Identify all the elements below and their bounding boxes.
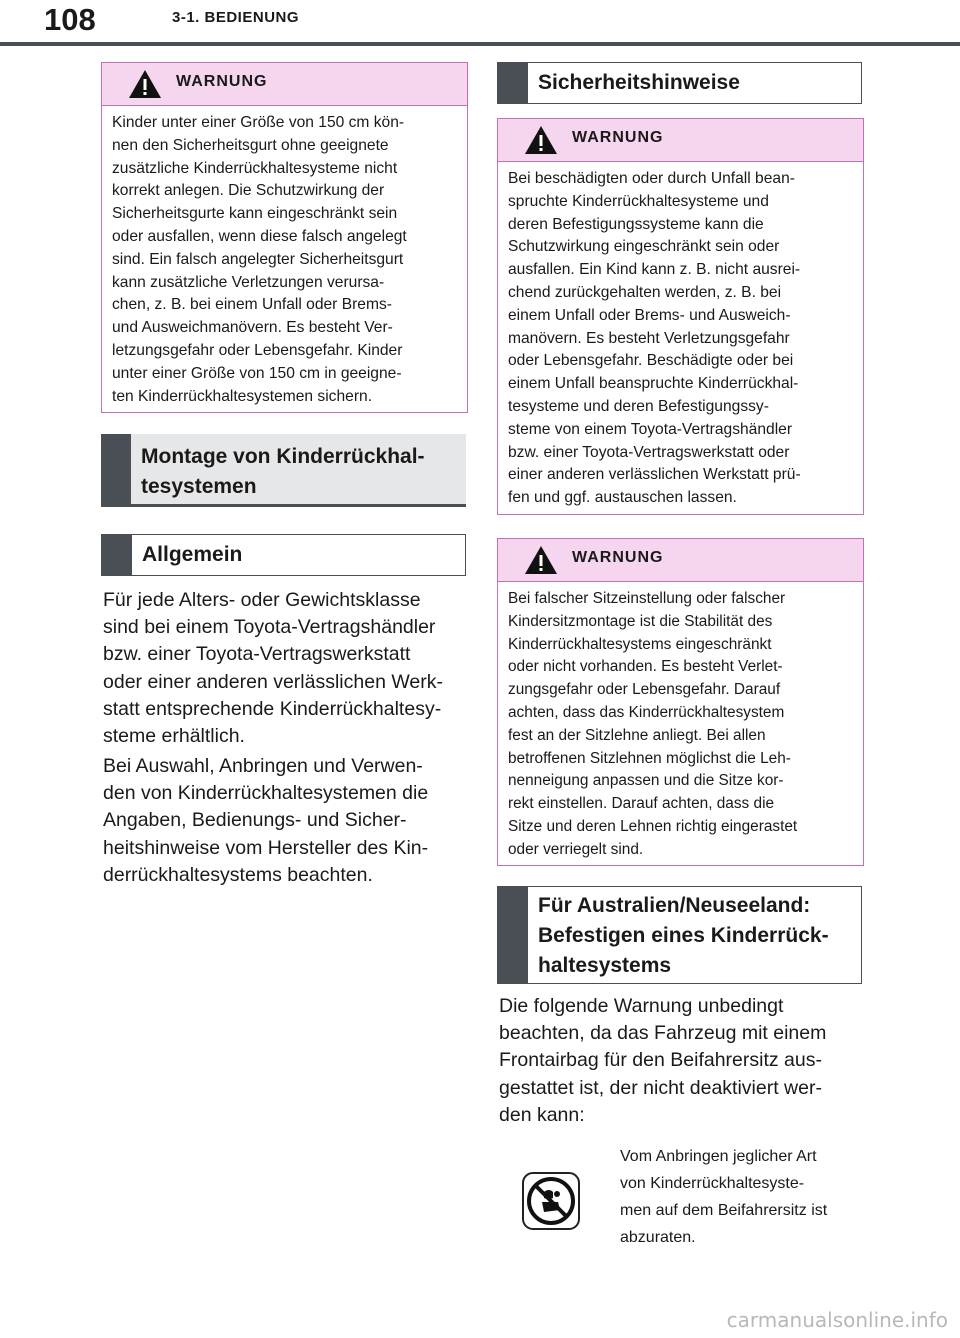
warning-triangle-icon [524, 125, 558, 155]
paragraph-line: gestattet ist, der nicht deaktiviert wer- [499, 1076, 822, 1099]
warning-text [102, 106, 467, 416]
paragraph-line: Frontairbag für den Beifahrersitz aus- [499, 1049, 822, 1072]
warning-line: fen und ggf. austauschen lassen. [508, 489, 737, 507]
warning-line: und Ausweichmanövern. Es besteht Ver- [112, 319, 393, 337]
warning-line: unter einer Größe von 150 cm in geeigne- [112, 364, 402, 382]
warning-line: Kinderrückhaltesystems eingeschränkt [508, 635, 772, 653]
warning-line: chend zurückgehalten werden, z. B. bei [508, 283, 782, 301]
warning-line: spruchte Kinderrückhaltesysteme und [508, 192, 769, 210]
section-heading-sicherheitshinweise [497, 62, 862, 104]
warning-box-seatbelt [101, 62, 468, 413]
caption-line: abzuraten. [620, 1229, 696, 1246]
warning-line: Bei beschädigten oder durch Unfall bean- [508, 170, 795, 187]
warning-text [498, 582, 863, 870]
section-title [538, 891, 853, 981]
warning-line: betroffenen Sitzlehnen möglichst die Leh- [508, 749, 791, 767]
section-title-line: Montage von Kinderrückhal- [141, 445, 425, 468]
paragraph-line: Angaben, Bedienungs- und Sicher- [103, 809, 407, 832]
warning-line: tesysteme und deren Befestigungssy- [508, 397, 769, 415]
section-title-line: tesystemen [141, 475, 257, 498]
warning-line: kann zusätzliche Verletzungen verursa- [112, 273, 385, 291]
warning-line: nenneigung anpassen und die Sitze kor- [508, 772, 784, 790]
warning-line: manövern. Es besteht Verletzungsgefahr [508, 329, 790, 347]
warning-line: fest an der Sitzlehne anliegt. Bei allen [508, 726, 766, 744]
warning-line: Bei falscher Sitzeinstellung oder falscher [508, 590, 786, 607]
section-title-line: haltesystems [538, 954, 672, 977]
warning-line: ausfallen. Ein Kind kann z. B. nicht ausrei- [508, 261, 801, 279]
warning-triangle-icon [128, 69, 162, 99]
warning-line: korrekt anlegen. Die Schutzwirkung der [112, 182, 385, 200]
paragraph-line: sind bei einem Toyota-Vertragshändler [103, 616, 436, 639]
warning-line: letzungsgefahr oder Lebensgefahr. Kinder [112, 341, 403, 359]
paragraph-line: bzw. einer Toyota-Vertragswerkstatt [103, 643, 411, 666]
subsection-heading-allgemein [101, 534, 466, 576]
warning-line: einem Unfall oder Brems- und Ausweich- [508, 306, 791, 324]
warning-label: WARNUNG [176, 73, 268, 90]
warning-line: Schutzwirkung eingeschränkt sein oder [508, 238, 780, 256]
section-bar [498, 63, 528, 103]
page-number: 108 [44, 2, 96, 37]
subsection-title: Allgemein [142, 543, 243, 566]
section-heading-montage [101, 434, 466, 507]
warning-header [102, 63, 467, 106]
warning-line: oder verriegelt sind. [508, 840, 644, 858]
paragraph-line: oder einer anderen verlässlichen Werk- [103, 670, 443, 693]
warning-line: Kindersitzmontage ist die Stabilität des [508, 612, 773, 630]
paragraph-line: Die folgende Warnung unbedingt [499, 995, 784, 1017]
warning-label: WARNUNG [572, 549, 664, 566]
section-title [141, 442, 458, 502]
paragraph-line: derrückhaltesystems beachten. [103, 863, 373, 886]
paragraph-line: beachten, da das Fahrzeug mit einem [499, 1022, 827, 1045]
warning-line: oder ausfallen, wenn diese falsch angelegt [112, 227, 407, 245]
warning-line: bzw. einer Toyota-Vertragswerkstatt oder [508, 443, 790, 461]
warning-line: oder nicht vorhanden. Es besteht Verlet- [508, 658, 783, 676]
paragraph-line: heitshinweise vom Hersteller des Kin- [103, 836, 429, 859]
section-title: Sicherheitshinweise [538, 71, 740, 94]
warning-box-seat-adjustment [497, 538, 864, 866]
caption-line: Vom Anbringen jeglicher Art [620, 1148, 817, 1165]
section-bar [101, 434, 131, 504]
section-heading-australia [497, 886, 862, 984]
warning-text [498, 162, 863, 518]
paragraph-line: statt entsprechende Kinderrückhaltesy- [103, 697, 442, 720]
page-header [0, 0, 960, 48]
warning-line: ten Kinderrückhaltesystemen sichern. [112, 387, 373, 405]
section-bar [102, 535, 132, 575]
paragraph-line: den von Kinderrückhaltesystemen die [103, 782, 429, 805]
warning-line: einem Unfall beanspruchte Kinderrückhal- [508, 375, 799, 393]
warning-line: Sitze und deren Lehnen richtig eingerastet [508, 817, 798, 835]
warning-line: Kinder unter einer Größe von 150 cm kön- [112, 114, 405, 131]
warning-line: achten, dass das Kinderrückhaltesystem [508, 703, 785, 721]
caption-line: men auf dem Beifahrersitz ist [620, 1202, 828, 1219]
paragraph-line: den kann: [499, 1103, 585, 1126]
warning-line: zungsgefahr oder Lebensgefahr. Darauf [508, 681, 781, 699]
warning-header [498, 539, 863, 582]
warning-line: Sicherheitsgurte kann eingeschränkt sein [112, 205, 398, 223]
warning-line: oder Lebensgefahr. Beschädigte oder bei [508, 352, 794, 370]
paragraph-line: Bei Auswahl, Anbringen und Verwen- [103, 755, 423, 777]
paragraph-manufacturer-notes [103, 753, 473, 889]
warning-line: steme von einem Toyota-Vertragshändler [508, 420, 793, 438]
section-bar [498, 887, 528, 983]
paragraph-line: steme erhältlich. [103, 725, 245, 748]
warning-line: zusätzliche Kinderrückhaltesysteme nicht [112, 159, 398, 177]
warning-triangle-icon [524, 545, 558, 575]
caption-line: von Kinderrückhaltesyste- [620, 1175, 805, 1192]
paragraph-line: Für jede Alters- oder Gewichtsklasse [103, 589, 421, 611]
warning-header [498, 119, 863, 162]
paragraph-airbag-warning [499, 993, 869, 1129]
warning-line: rekt einstellen. Darauf achten, dass die [508, 795, 775, 813]
warning-line: nen den Sicherheitsgurt ohne geeignete [112, 136, 389, 154]
icon-caption [620, 1143, 870, 1251]
warning-label: WARNUNG [572, 129, 664, 146]
section-title-line: Für Australien/Neuseeland: [538, 894, 811, 917]
no-child-seat-airbag-icon [522, 1172, 580, 1230]
warning-box-damaged-seats [497, 118, 864, 515]
warning-line: sind. Ein falsch angelegter Sicherheitsgurt [112, 250, 404, 268]
warning-line: chen, z. B. bei einem Unfall oder Brems- [112, 296, 392, 314]
header-rule [0, 42, 960, 46]
paragraph-availability [103, 587, 473, 750]
warning-line: deren Befestigungssysteme kann die [508, 215, 764, 233]
section-title-line: Befestigen eines Kinderrück- [538, 924, 829, 947]
watermark: carmanualsonline.info [726, 1308, 948, 1332]
chapter-title: 3-1. BEDIENUNG [172, 9, 300, 26]
warning-line: einer anderen verlässlichen Werkstatt prü- [508, 466, 801, 484]
